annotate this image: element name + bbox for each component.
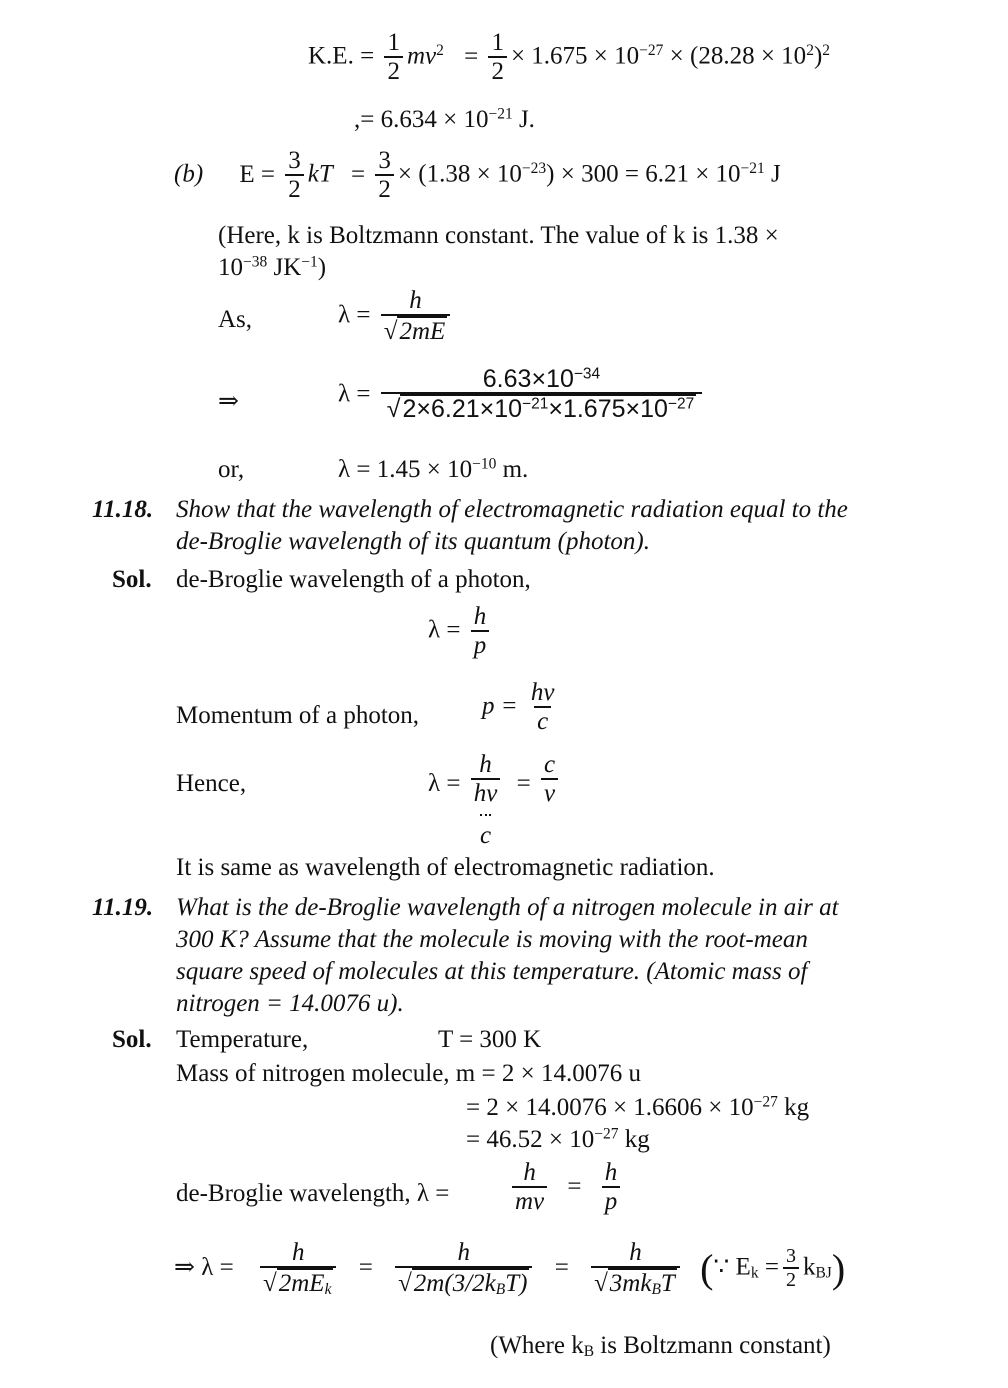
temperature-label: Temperature,: [176, 1026, 309, 1053]
question-number-1119: 11.19.: [92, 894, 154, 921]
fraction-half: $\frac{1}{2}$: [384, 30, 403, 86]
part-b-equation: (b) E = $\frac{3}{2}$ kT = $\frac{3}{2}$ × $(1.38 \times 10^{-23}) \times 300 = 6.21 \times 10^{-21}$ J: [174, 147, 781, 204]
sol-label-1119: Sol.: [112, 1026, 152, 1053]
db-formula: $\frac{h}{mv}$ = $\frac{h}{p}$: [508, 1160, 624, 1216]
lambda-formula-1: λ = $\frac{h}{√2mE}$: [338, 288, 454, 346]
momentum-text: Momentum of a photon,: [176, 702, 420, 729]
question-1118-line2: de-Broglie wavelength of its quantum (photon).: [176, 528, 650, 555]
final-formula: $\frac{h}{√2mE_k}$ = $\frac{h}{√2m(3/2k_BT)}$ = $\frac{h}{√3mk_BT}$ (∵ $E_k$ = $\frac{3}{2}$ $k_{BJ}$): [256, 1240, 845, 1298]
ke-label: K.E. =: [308, 42, 375, 70]
mass-line-2: = $2 \times 14.0076 \times 1.6606 \times 10^{-27}$ kg: [466, 1093, 810, 1121]
ke-result: ,= $6.634 \times 10^{-21}$ J.: [354, 105, 535, 133]
temperature-value: T = 300 K: [438, 1026, 542, 1053]
mass-line-1: Mass of nitrogen molecule, m = 2 × 14.0076 u: [176, 1060, 641, 1087]
mass-line-3: = $46.52 \times 10^{-27}$ kg: [466, 1125, 650, 1153]
question-number-1118: 11.18.: [92, 496, 154, 523]
question-1118-line1: Show that the wavelength of electromagnetic radiation equal to the: [176, 496, 848, 523]
here-note-line1: (Here, k is Boltzmann constant. The value of k is 1.38 ×: [218, 222, 779, 249]
ke-equation: K.E. = $\frac{1}{2}$ $mv^2$ = $\frac{1}{2}$ × $1.675 \times 10^{-27} \times (28.28 \times 10^2)^2$: [308, 29, 831, 86]
final-lambda-label: ⇒ λ =: [174, 1254, 234, 1281]
or-label: or,: [218, 456, 245, 483]
as-label: As,: [218, 306, 253, 333]
hence-label: Hence,: [176, 770, 247, 797]
lambda-numeric: λ = $\frac{6.63\times 10^{-34}}{√2\times 6.21\times 10^{-21}\times 1.675\times 10^{-27}}$: [338, 366, 706, 424]
question-1119-line3: square speed of molecules at this temperature. (Atomic mass of: [176, 958, 808, 985]
sol-label-1118: Sol.: [112, 566, 152, 593]
sol-1118-text: de-Broglie wavelength of a photon,: [176, 566, 531, 593]
hence-formula: λ = h hv c = $\frac{c}{v}$: [428, 752, 562, 849]
lambda-h-over-p: λ = $\frac{h}{p}$: [428, 604, 493, 660]
db-label: de-Broglie wavelength, λ =: [176, 1180, 450, 1207]
question-1119-line2: 300 K? Assume that the molecule is moving with the root-mean: [176, 926, 808, 953]
momentum-formula: p = $\frac{hv}{c}$: [482, 679, 555, 736]
arrow-icon: ⇒: [218, 388, 239, 415]
here-note-line2: $10^{-38}$ $JK^{-1}$): [218, 253, 327, 281]
same-wavelength-text: It is same as wavelength of electromagnetic radiation.: [176, 854, 715, 881]
question-1119-line1: What is the de-Broglie wavelength of a nitrogen molecule in air at: [176, 894, 839, 921]
where-note: (Where $k_B$ is Boltzmann constant): [490, 1332, 831, 1361]
lambda-result: $\lambda = 1.45 \times 10^{-10}$ m.: [338, 455, 529, 483]
fraction-half-2: $\frac{1}{2}$: [488, 30, 507, 86]
question-1119-line4: nitrogen = 14.0076 u).: [176, 990, 404, 1017]
